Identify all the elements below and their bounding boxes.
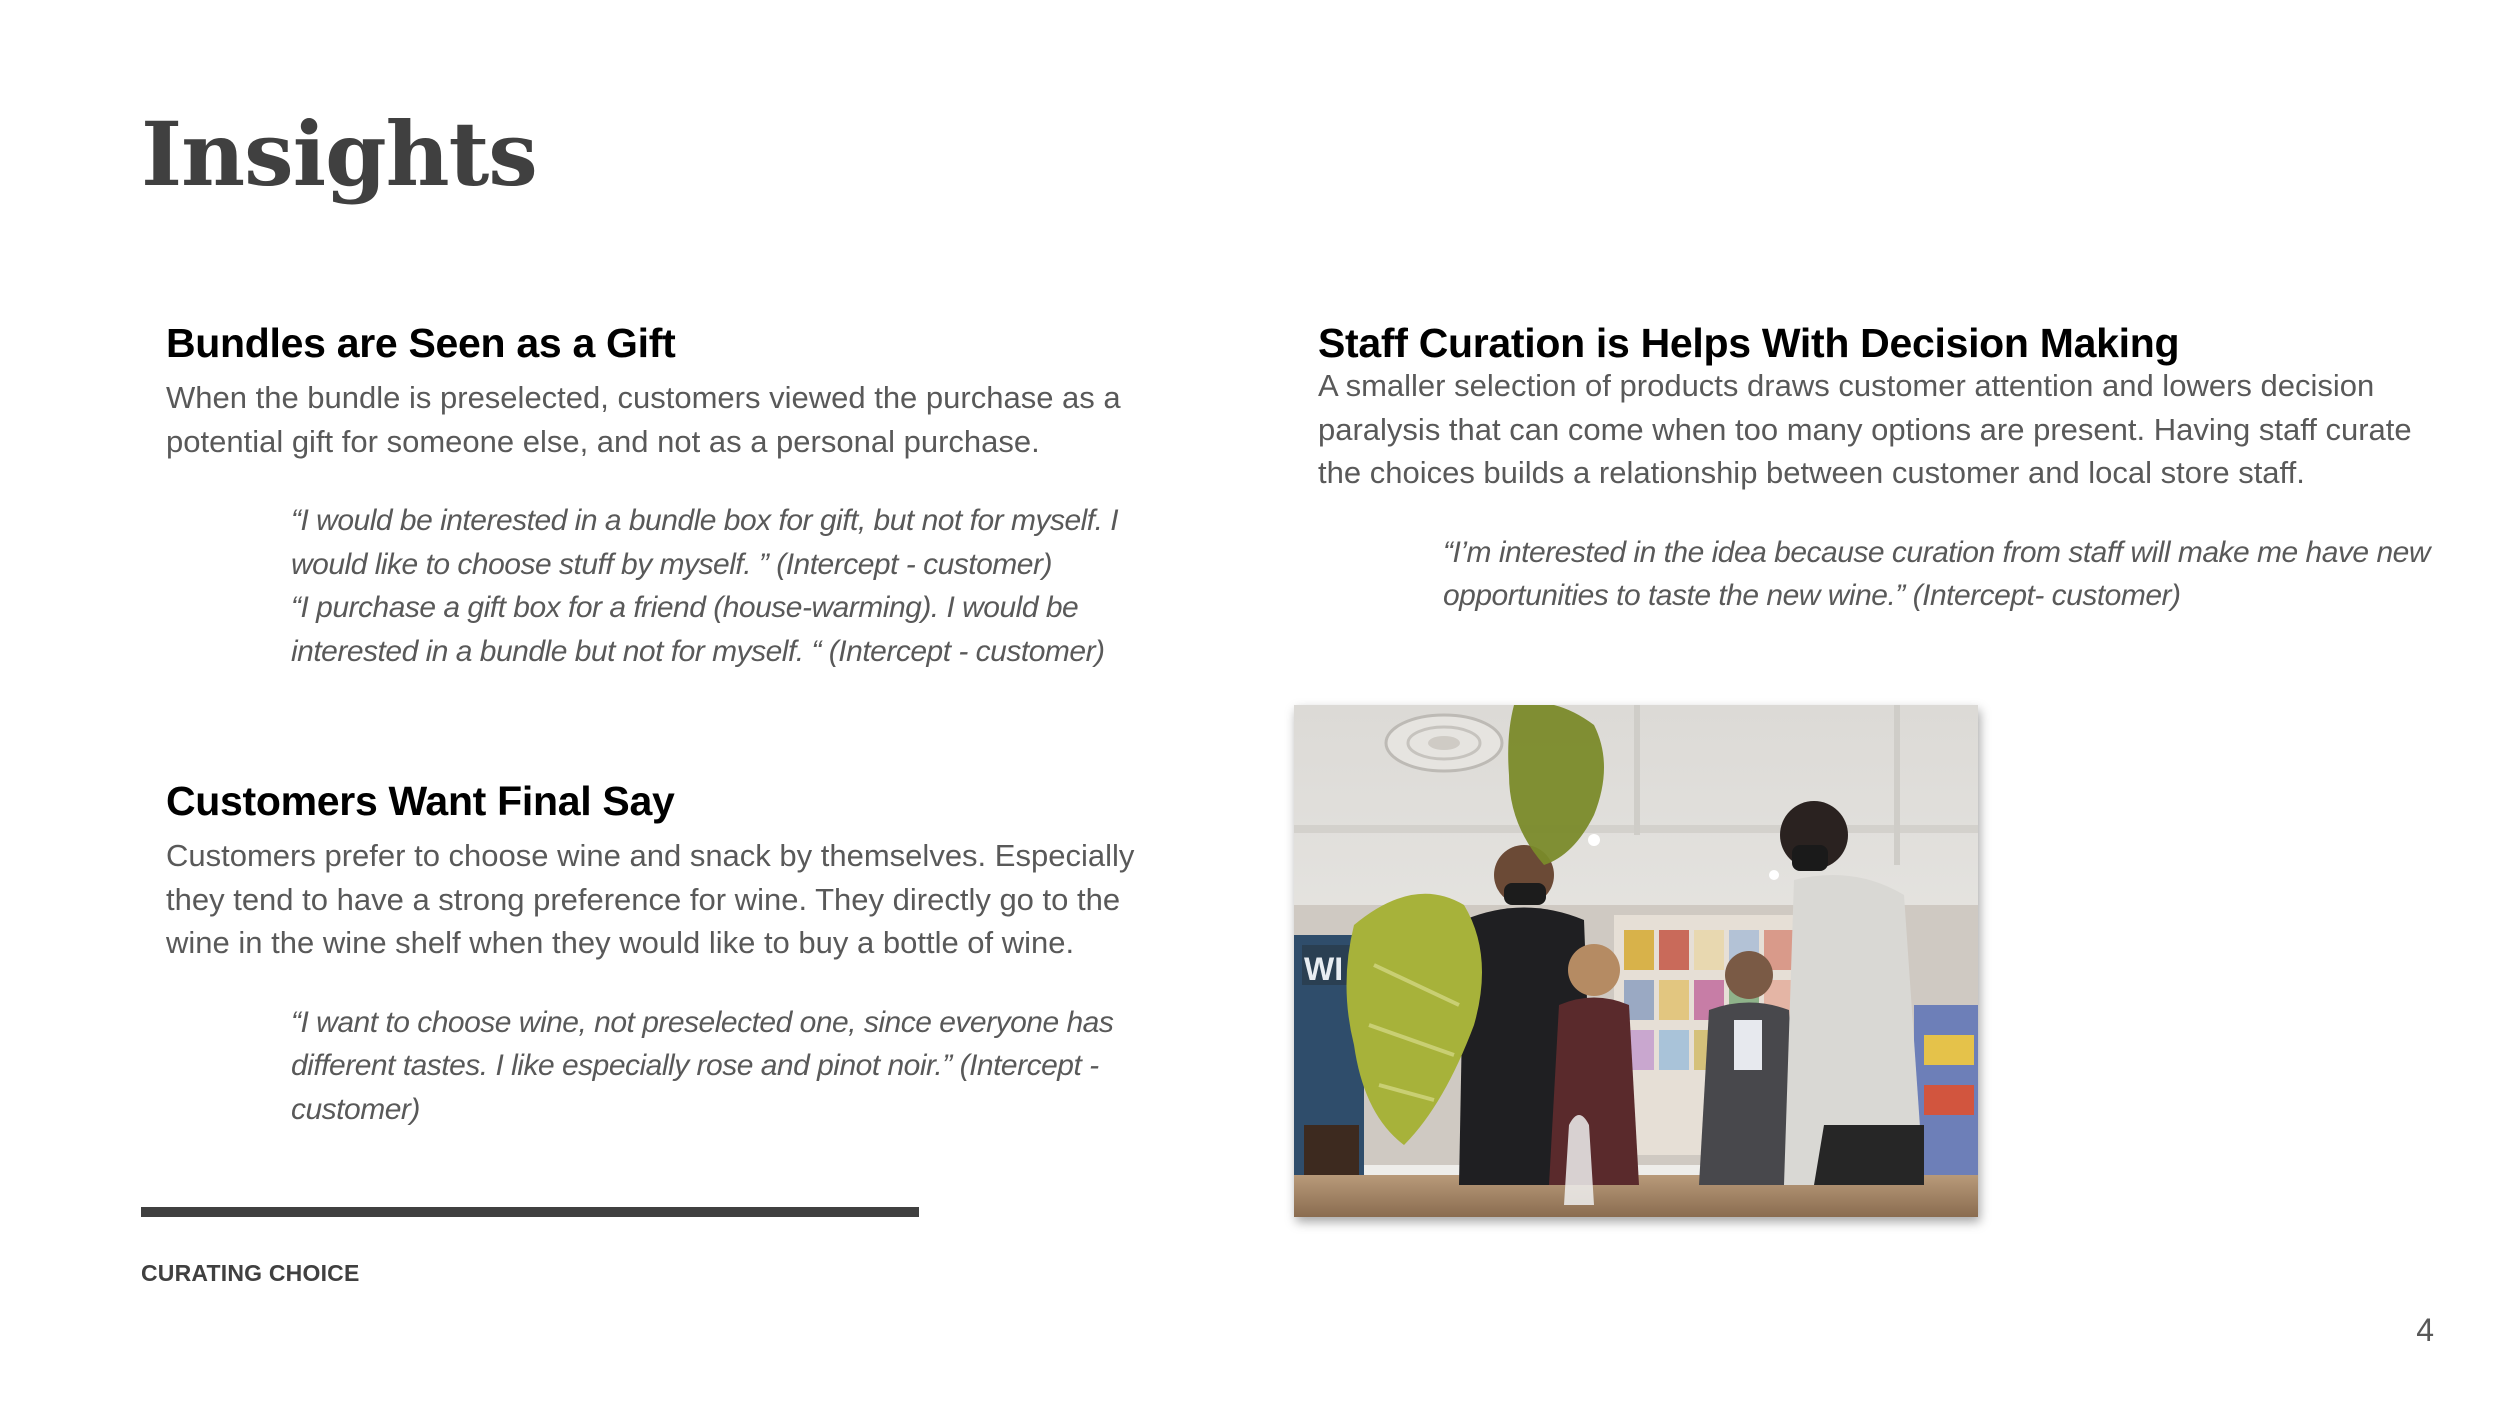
footer-divider <box>141 1207 919 1217</box>
section-heading: Customers Want Final Say <box>166 778 675 824</box>
section-staff-curation <box>1318 318 2458 618</box>
customer-quote: “I want to choose wine, not preselected one, since everyone has different tastes. I like especially rose and pinot noir.” (Intercept - customer) <box>291 1005 1114 1126</box>
section-body: Customers prefer to choose wine and snack by themselves. Especially they tend to have a strong preference for wine. They directly go to the wine in the wine shelf when they would like to buy a bottle of wine. <box>166 838 1135 960</box>
store-photo <box>1294 705 1978 1217</box>
customer-quote: “I would be interested in a bundle box for gift, but not for myself. I would like to choose stuff by myself. ” (Intercept - customer) “I purchase a gift box for a friend (house-warming). I would be interested in a bundle but not for myself. “ (Intercept - customer) <box>291 504 1119 668</box>
section-heading: Staff Curation is Helps With Decision Making <box>1318 320 2180 366</box>
section-heading: Bundles are Seen as a Gift <box>166 320 676 366</box>
store-sign-text: WI <box>1304 951 1344 987</box>
slide-title: Insights <box>141 102 537 206</box>
customer-quote: “I’m interested in the idea because curation from staff will make me have new opportunities to taste the new wine.” (Intercept- customer) <box>1443 535 2430 612</box>
section-final-say <box>166 776 1166 1131</box>
footer-label: CURATING CHOICE <box>141 1260 360 1286</box>
page-number: 4 <box>2416 1312 2434 1348</box>
section-bundles-gift <box>166 318 1166 673</box>
section-body: A smaller selection of products draws customer attention and lowers decision paralysis that can come when too many options are present. Having staff curate the choices builds a relationship between customer and local store staff. <box>1318 368 2412 490</box>
section-body: When the bundle is preselected, customers viewed the purchase as a potential gift for someone else, and not as a personal purchase. <box>166 380 1121 459</box>
